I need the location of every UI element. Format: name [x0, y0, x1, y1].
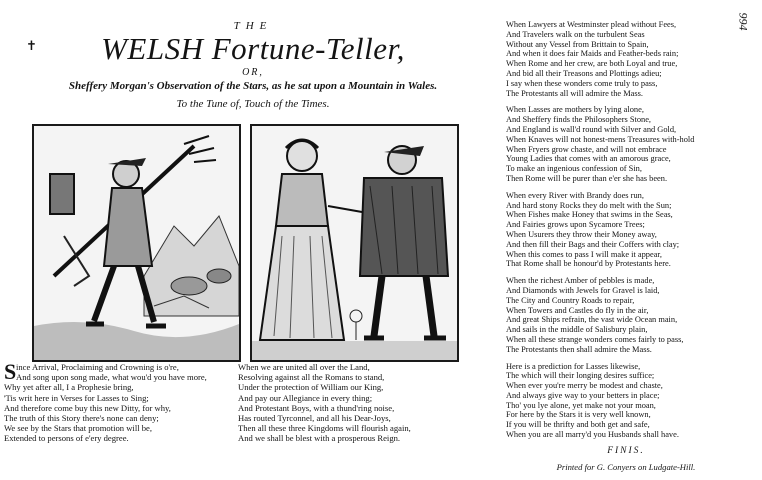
tune-line: To the Tune of, Touch of the Times. [176, 98, 330, 110]
verse-left-1 [4, 359, 207, 444]
verse-line: And then fill their Bags and their Coffers with clay; [506, 239, 680, 249]
verse-line: We see by the Stars that promotion will be, [4, 423, 152, 434]
margin-handwritten-number: 994 [736, 12, 751, 31]
verse-line: And pay our Allegiance in every thing; [238, 392, 373, 403]
verse-line: Here is a prediction for Lasses likewise, [506, 361, 641, 371]
verse-line: And hard stony Rocks they do melt with the Sun; [506, 200, 672, 210]
verse-line: And Sheffery finds the Philosophers Stone, [506, 115, 652, 125]
margin-cross-mark: ✝ [26, 38, 37, 53]
verse-line: When Usurers they throw their Money away, [506, 229, 657, 239]
verse-line: Resolving against all the Romans to stand, [238, 372, 385, 383]
verse-line: When Rome and her crew, are both Loyal and true, [506, 59, 678, 69]
verse-line: When this comes to pass I will make it appear, [506, 249, 662, 259]
verse-line: When we are united all over the Land, [238, 362, 370, 372]
page-title: WELSH Fortune-Teller, [101, 31, 405, 66]
stanza [506, 105, 746, 183]
verse-line: The which will their longing desires suffice; [506, 371, 655, 381]
verse-line: Then Rome will be purer than e'er she has been. [506, 173, 668, 183]
verse-line: The Protestants all will admire the Mass. [506, 88, 643, 98]
verse-line: When you are all marry'd you Husbands shall have. [506, 430, 679, 440]
verse-line: When Knaves will not honest-mens Treasures with-hold [506, 134, 695, 144]
verse-line: And sails in the middle of Salisbury plain, [506, 325, 648, 335]
verse-line: The Protestants then shall admire the Mass. [506, 344, 652, 354]
title-or: OR, [242, 67, 264, 78]
verse-line: And Protestant Boys, with a thund'ring noise, [238, 402, 395, 413]
drop-cap: S [4, 359, 17, 384]
verse-line: And song upon song made, what wou'd you have more, [16, 372, 207, 383]
verse-line: Under the protection of William our King, [238, 382, 384, 393]
stanza [506, 276, 746, 354]
verse-line: And England is wall'd round with Silver and Gold, [506, 124, 677, 134]
verse-line: When Fryers grow chaste, and will not embrace [506, 144, 667, 154]
stanza [506, 20, 746, 98]
verse-line: Then all these three Kingdoms will flourish again, [238, 423, 411, 434]
verse-left-2 [238, 362, 411, 444]
woodcut-fortune-teller [32, 124, 241, 362]
verse-line: Without any Vessel from Brittain to Spain, [506, 39, 649, 49]
finis: FINIS. [607, 445, 645, 456]
verse-line: When Towers and Castles do fly in the air, [506, 305, 649, 315]
verse-line: And always give way to your betters in place; [506, 390, 660, 400]
verse-line: To make an ingenious confession of Sin, [506, 164, 642, 174]
verse-line: I say when these wonders come truly to pass, [506, 78, 658, 88]
verse-line: If you will be thrifty and both get and safe, [506, 420, 650, 430]
title-the: THE [233, 20, 273, 32]
woodcut-woman-and-man-image [252, 126, 457, 360]
stanza [506, 362, 746, 440]
verse-line: And we shall be blest with a prosperous Reign. [238, 433, 401, 444]
verse-line: When every River with Brandy does run, [506, 190, 644, 200]
verse-line: When the richest Amber of pebbles is made, [506, 276, 655, 286]
verse-line: And Fairies grows upon Sycamore Trees; [506, 220, 645, 230]
right-column [506, 20, 746, 475]
stanza [506, 191, 746, 269]
verse-line: ince Arrival, Proclaiming and Crowning is o're, [16, 362, 179, 372]
imprint: Printed for G. Conyers on Ludgate-Hill. [556, 461, 696, 472]
verse-line: When Fishes make Honey that swims in the Seas, [506, 210, 673, 220]
woodcut-man-with-staff-image [34, 126, 239, 360]
verse-line: The truth of this Story there's none can deny; [4, 413, 159, 424]
verse-line: Young Ladies that comes with an amorous grace, [506, 154, 671, 164]
verse-line: When Lasses are mothers by lying alone, [506, 105, 644, 115]
verse-line: And Travelers walk on the turbulent Seas [506, 29, 645, 39]
verse-line: When all these strange wonders comes fairly to pass, [506, 334, 684, 344]
woodcut-couple [250, 124, 459, 362]
verse-line: For here by the Stars it is very well known, [506, 410, 651, 420]
verse-line: The City and Country Roads to repair, [506, 295, 635, 305]
verse-line: And when it does fair Maids and Feather-beds rain; [506, 49, 679, 59]
verse-line: Tho' you lye alone, yet make not your moan, [506, 400, 656, 410]
verse-line: When Lawyers at Westminster plead without Fees, [506, 20, 677, 29]
verse-line: Extended to persons of e'ery degree. [4, 433, 129, 444]
verse-line: And great Ships refrain, the vast wide Ocean main, [506, 315, 678, 325]
verse-line: When ever you're merry be modest and chaste, [506, 381, 663, 391]
subtitle: Sheffery Morgan's Observation of the Stars, as he sat upon a Mountain in Wales. [68, 80, 438, 92]
verse-line: And Diamonds with Jewels for Gravel is laid, [506, 285, 660, 295]
verse-line: And therefore come buy this new Ditty, for why, [4, 402, 171, 413]
verse-line: 'Tis writ here in Verses for Lasses to Sing; [4, 392, 149, 403]
verse-line: Why yet after all, I a Prophesie bring, [4, 382, 134, 393]
verse-line: That Rome shall be honour'd by Protestants here. [506, 259, 671, 269]
verse-line: Has routed Tyrconnel, and all his Dear-Joys, [238, 413, 391, 424]
verse-line: And bid all their Treasons and Plottings adieu; [506, 68, 662, 78]
